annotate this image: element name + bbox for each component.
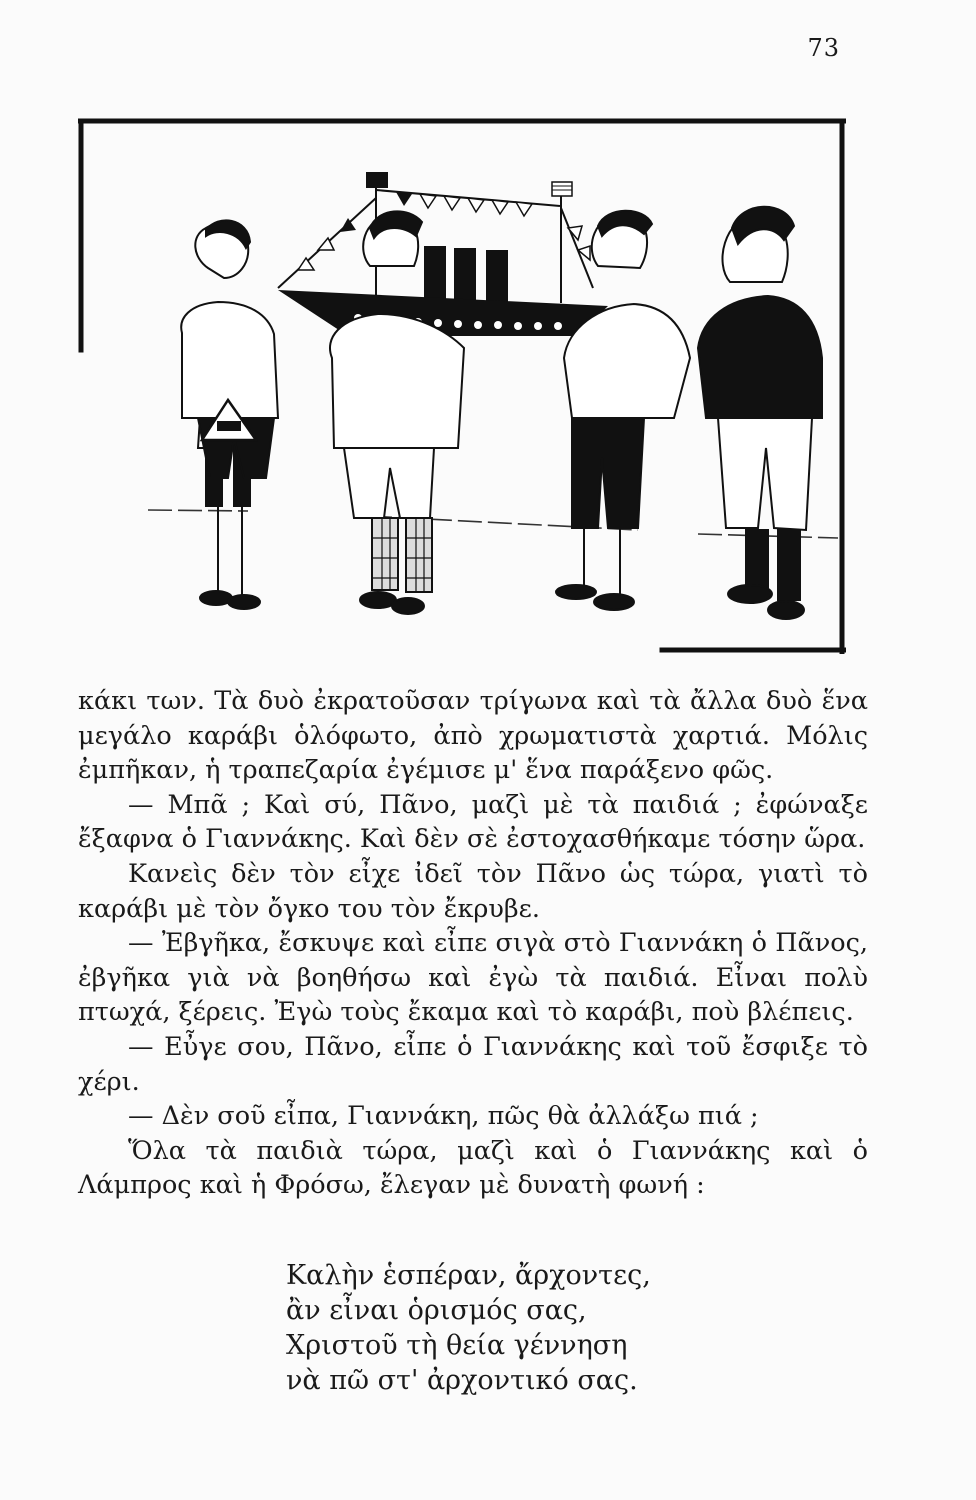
poem-line: νὰ πῶ στ' ἀρχοντικό σας. [286, 1365, 638, 1396]
poem-line: Καλὴν ἑσπέραν, ἄρχοντες, [286, 1260, 651, 1291]
paragraph: — Δὲν σοῦ εἶπα, Γιαννάκη, πῶς θὰ ἀλλάξω πιά ; [128, 1101, 759, 1132]
paragraph: — Εὖγε σου, Πᾶνο, εἶπε ὁ Γιαννάκης καὶ τοῦ ἔσφιξε τὸ χέρι. [78, 1031, 868, 1097]
poem-line: Χριστοῦ τὴ θεία γέννηση [286, 1330, 628, 1361]
page-number: 73 [807, 34, 840, 62]
poem-line: ἂν εἶναι ὁρισμός σας, [286, 1295, 587, 1326]
poem [286, 1258, 651, 1398]
paragraph: — Ἐβγῆκα, ἔσκυψε καὶ εἶπε σιγὰ στὸ Γιαννάκη ὁ Πᾶνος, ἐβγῆκα γιὰ νὰ βοηθήσω καὶ ἐγὼ τὰ παιδιά. Εἶναι πολὺ πτωχά, ξέρεις. Ἐγὼ τοὺς ἔκαμα καὶ τὸ καράβι, ποὺ βλέπεις. [78, 928, 868, 1028]
paragraph: Ὅλα τὰ παιδιὰ τώρα, μαζὶ καὶ ὁ Γιαννάκης καὶ ὁ Λάμπρος καὶ ἡ Φρόσω, ἔλεγαν μὲ δυνατὴ φωνή : [78, 1135, 868, 1201]
illustration-frame [78, 118, 846, 654]
boys-carrying-paper-ship-illustration [78, 118, 846, 654]
paragraph: Κανεὶς δὲν τὸν εἶχε ἰδεῖ τὸν Πᾶνο ὡς τώρα, γιατὶ τὸ καράβι μὲ τὸν ὄγκο του τὸν ἔκρυβε. [78, 858, 868, 924]
body-text [78, 684, 868, 1203]
paragraph: κάκι των. Τὰ δυὸ ἐκρατοῦσαν τρίγωνα καὶ τὰ ἄλλα δυὸ ἕνα μεγάλο καράβι ὁλόφωτο, ἀπὸ χρωματιστὰ χαρτιά. Μόλις ἐμπῆκαν, ἡ τραπεζαρία ἐγέμισε μ' ἕνα παράξενο φῶς. [78, 686, 868, 786]
paragraph: — Μπᾶ ; Καὶ σύ, Πᾶνο, μαζὶ μὲ τὰ παιδιά ; ἐφώναξε ἔξαφνα ὁ Γιαννάκης. Καὶ δὲν σὲ ἐστοχασθήκαμε τόσην ὥρα. [78, 789, 868, 855]
